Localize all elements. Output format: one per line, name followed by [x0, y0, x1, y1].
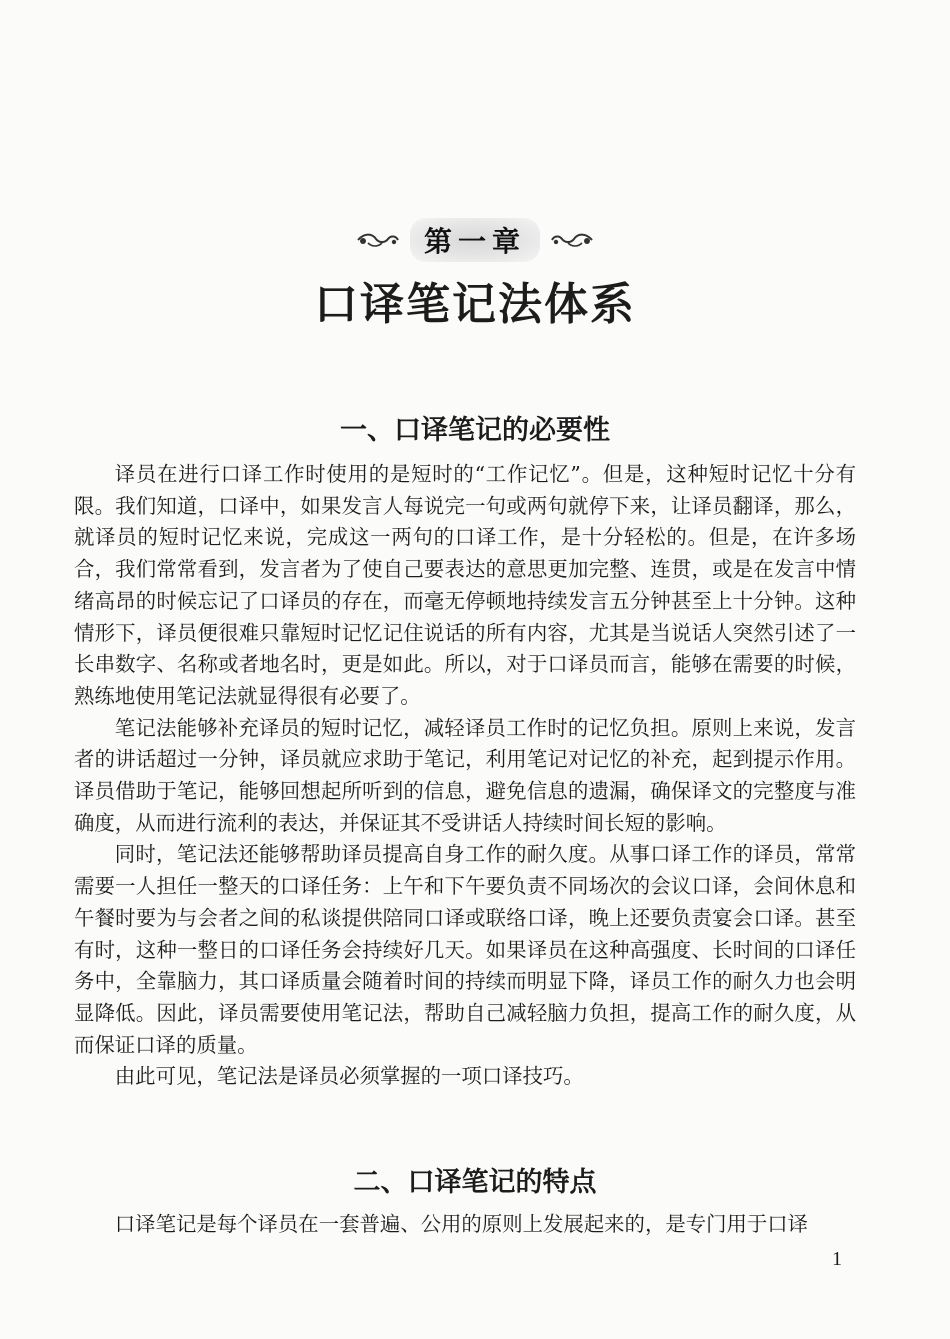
chapter-banner — [0, 220, 950, 260]
left-flourish-ornament — [354, 230, 402, 250]
right-flourish-ornament — [548, 230, 596, 250]
paragraph: 译员在进行口译工作时使用的是短时的“工作记忆”。但是，这种短时记忆十分有限。我们知道，口译中，如果发言人每说完一句或两句就停下来，让译员翻译，那么，就译员的短时记忆来说，完成这一两句的口译工作，是十分轻松的。但是，在许多场合，我们常常看到，发言者为了使自己要表达的意思更加完整、连贯，或是在发言中情绪高昂的时候忘记了口译员的存在，而毫无停顿地持续发言五分钟甚至上十分钟。这种情形下，译员便很难只靠短时记忆记住说话的所有内容，尤其是当说话人突然引述了一长串数字、名称或者地名时，更是如此。所以，对于口译员而言，能够在需要的时候，熟练地使用笔记法就显得很有必要了。 — [74, 462, 856, 708]
paragraph: 同时，笔记法还能够帮助译员提高自身工作的耐久度。从事口译工作的译员，常常需要一人担任一整天的口译任务：上午和下午要负责不同场次的会议口译，会间休息和午餐时要为与会者之间的私谈提供陪同口译或联络口译，晚上还要负责宴会口译。甚至有时，这种一整日的口译任务会持续好几天。如果译员在这种高强度、长时间的口译任务中，全靠脑力，其口译质量会随着时间的持续而明显下降，译员工作的耐久力也会明显降低。因此，译员需要使用笔记法，帮助自己减轻脑力负担，提高工作的耐久度，从而保证口译的质量。 — [74, 842, 856, 1057]
section-body — [74, 459, 856, 1093]
paragraph: 由此可见，笔记法是译员必须掌握的一项口译技巧。 — [114, 1064, 584, 1089]
chapter-label: 第一章 — [410, 218, 540, 262]
paragraph: 口译笔记是每个译员在一套普遍、公用的原则上发展起来的，是专门用于口译 — [114, 1212, 809, 1236]
chapter-title: 口译笔记法体系 — [314, 279, 636, 330]
paragraph: 笔记法能够补充译员的短时记忆，减轻译员工作时的记忆负担。原则上来说，发言者的讲话超过一分钟，译员就应求助于笔记，利用笔记对记忆的补充，起到提示作用。译员借助于笔记，能够回想起所听到的信息，避免信息的遗漏，确保译文的完整度与准确度，从而进行流利的表达，并保证其不受讲话人持续时间长短的影响。 — [74, 715, 856, 835]
section-heading: 一、口译笔记的必要性 — [340, 415, 610, 446]
page-number: 1 — [832, 1248, 842, 1270]
section-heading: 二、口译笔记的特点 — [353, 1167, 597, 1198]
section-body — [74, 1209, 856, 1241]
